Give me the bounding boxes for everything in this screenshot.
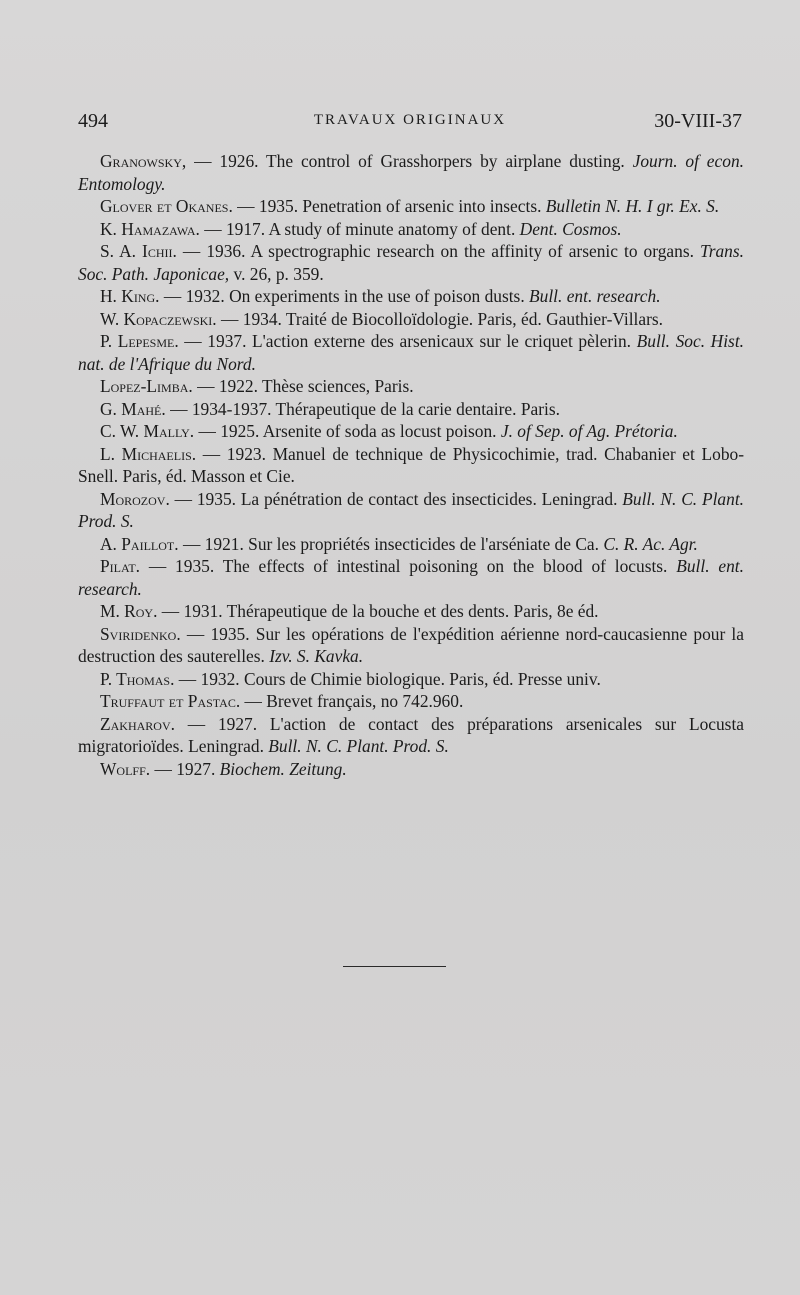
reference-item bbox=[78, 150, 744, 195]
ref-text: — 1935. The effects of intestinal poisoning on the blood of locusts. bbox=[140, 556, 677, 576]
ref-author: G. Mahé. bbox=[100, 398, 166, 419]
ref-journal: Bulletin N. H. I gr. Ex. S. bbox=[545, 196, 720, 216]
ref-text: — 1935. La pénétration de contact des insecticides. Leningrad. bbox=[169, 488, 623, 509]
reference-item bbox=[78, 218, 744, 241]
ref-author: Lopez-Limba. bbox=[100, 376, 193, 396]
ref-text: — 1922. Thèse sciences, Paris. bbox=[192, 376, 414, 396]
ref-journal: Dent. Cosmos. bbox=[519, 218, 622, 239]
ref-author: Granowsky, bbox=[100, 151, 187, 171]
ref-text: — 1937. L'action externe des arsenicaux sur le criquet pèlerin. bbox=[178, 331, 637, 351]
ref-text: — 1935. Sur les opérations de l'expédition aérienne nord-caucasienne pour la destruction des sauterelles. bbox=[78, 623, 744, 666]
ref-text: — 1932. Cours de Chimie biologique. Paris, éd. Presse univ. bbox=[174, 668, 601, 689]
ref-text: — 1932. On experiments in the use of poison dusts. bbox=[159, 286, 530, 306]
ref-author: C. W. Mally. bbox=[100, 421, 195, 441]
reference-item bbox=[78, 240, 744, 285]
ref-author: A. Paillot. bbox=[100, 533, 179, 554]
ref-journal: Bull. ent. research. bbox=[78, 556, 744, 599]
ref-author: H. King. bbox=[100, 286, 160, 306]
ref-text: — 1917. A study of minute anatomy of dent. bbox=[199, 218, 520, 239]
reference-item bbox=[78, 600, 744, 623]
ref-journal: Izv. S. Kavka. bbox=[269, 646, 364, 666]
reference-item bbox=[78, 330, 744, 375]
ref-journal: Bull. N. C. Plant. Prod. S. bbox=[78, 488, 744, 531]
reference-item bbox=[78, 195, 744, 218]
reference-item bbox=[78, 420, 744, 443]
ref-text: — 1921. Sur les propriétés insecticides de l'arséniate de Ca. bbox=[178, 533, 604, 554]
reference-item bbox=[78, 443, 744, 488]
ref-journal: Journ. of econ. Entomology. bbox=[78, 151, 744, 194]
ref-author: P. Thomas. bbox=[100, 668, 175, 689]
ref-author: S. A. Ichii. bbox=[100, 241, 177, 261]
ref-journal: Bull. Soc. Hist. nat. de l'Afrique du Nord. bbox=[78, 331, 744, 374]
running-title: TRAVAUX ORIGINAUX bbox=[313, 112, 507, 128]
ref-text: — Brevet français, no 742.960. bbox=[240, 691, 464, 711]
ref-journal: Bull. ent. research. bbox=[529, 286, 661, 306]
ref-author: M. Roy. bbox=[100, 601, 158, 621]
ref-text: — 1931. Thérapeutique de la bouche et des dents. Paris, 8e éd. bbox=[157, 601, 599, 621]
ref-text: — 1923. Manuel de technique de Physicochimie, trad. Chabanier et Lobo-Snell. Paris, éd. Masson et Cie. bbox=[78, 443, 745, 486]
reference-item bbox=[78, 375, 744, 398]
reference-item bbox=[78, 398, 744, 421]
reference-item bbox=[78, 285, 744, 308]
page-number: 494 bbox=[78, 110, 108, 132]
ref-text: — 1934. Traité de Biocolloïdologie. Paris, éd. Gauthier-Villars. bbox=[216, 308, 664, 329]
reference-item bbox=[78, 555, 744, 600]
reference-item bbox=[78, 713, 744, 758]
ref-author: Morozov. bbox=[100, 488, 170, 509]
ref-text: — 1927. bbox=[150, 758, 220, 779]
reference-item bbox=[78, 758, 744, 781]
running-header bbox=[78, 110, 742, 140]
ref-text: — 1926. The control of Grasshorpers by airplane dusting. bbox=[186, 151, 633, 171]
section-divider bbox=[343, 966, 446, 967]
reference-item bbox=[78, 623, 744, 668]
ref-text: — 1936. A spectrographic research on the affinity of arsenic to organs. bbox=[176, 241, 700, 261]
reference-item bbox=[78, 308, 744, 331]
ref-author: P. Lepesme. bbox=[100, 331, 179, 351]
reference-item bbox=[78, 488, 744, 533]
header-date: 30-VIII-37 bbox=[654, 110, 742, 132]
ref-author: Zakharov. bbox=[100, 713, 175, 734]
ref-text: — 1935. Penetration of arsenic into insects. bbox=[232, 196, 546, 216]
ref-tail: v. 26, p. 359. bbox=[229, 263, 324, 284]
ref-author: W. Kopaczewski. bbox=[100, 308, 217, 329]
ref-author: Pilat. bbox=[100, 556, 141, 576]
reference-item bbox=[78, 668, 744, 691]
ref-author: Wolff. bbox=[100, 758, 151, 779]
ref-journal: Trans. Soc. Path. Japonicae, bbox=[78, 241, 744, 284]
reference-item bbox=[78, 690, 744, 713]
ref-text: — 1934-1937. Thérapeutique de la carie dentaire. Paris. bbox=[165, 398, 560, 419]
ref-author: K. Hamazawa. bbox=[100, 218, 200, 239]
ref-author: L. Michaelis. bbox=[100, 443, 197, 464]
ref-journal: J. of Sep. of Ag. Prétoria. bbox=[500, 421, 678, 441]
reference-item bbox=[78, 533, 744, 556]
ref-journal: C. R. Ac. Agr. bbox=[603, 533, 698, 554]
ref-journal: Biochem. Zeitung. bbox=[219, 758, 347, 779]
ref-author: Glover et Okanes. bbox=[100, 196, 233, 216]
reference-list bbox=[78, 150, 744, 780]
ref-journal: Bull. N. C. Plant. Prod. S. bbox=[268, 736, 449, 756]
ref-text: — 1927. L'action de contact des préparations arsenicales sur Locusta migratorioïdes. Leningrad. bbox=[78, 713, 744, 756]
ref-author: Truffaut et Pastac. bbox=[100, 691, 241, 711]
ref-author: Sviridenko. bbox=[100, 623, 181, 644]
ref-text: — 1925. Arsenite of soda as locust poison. bbox=[194, 421, 501, 441]
